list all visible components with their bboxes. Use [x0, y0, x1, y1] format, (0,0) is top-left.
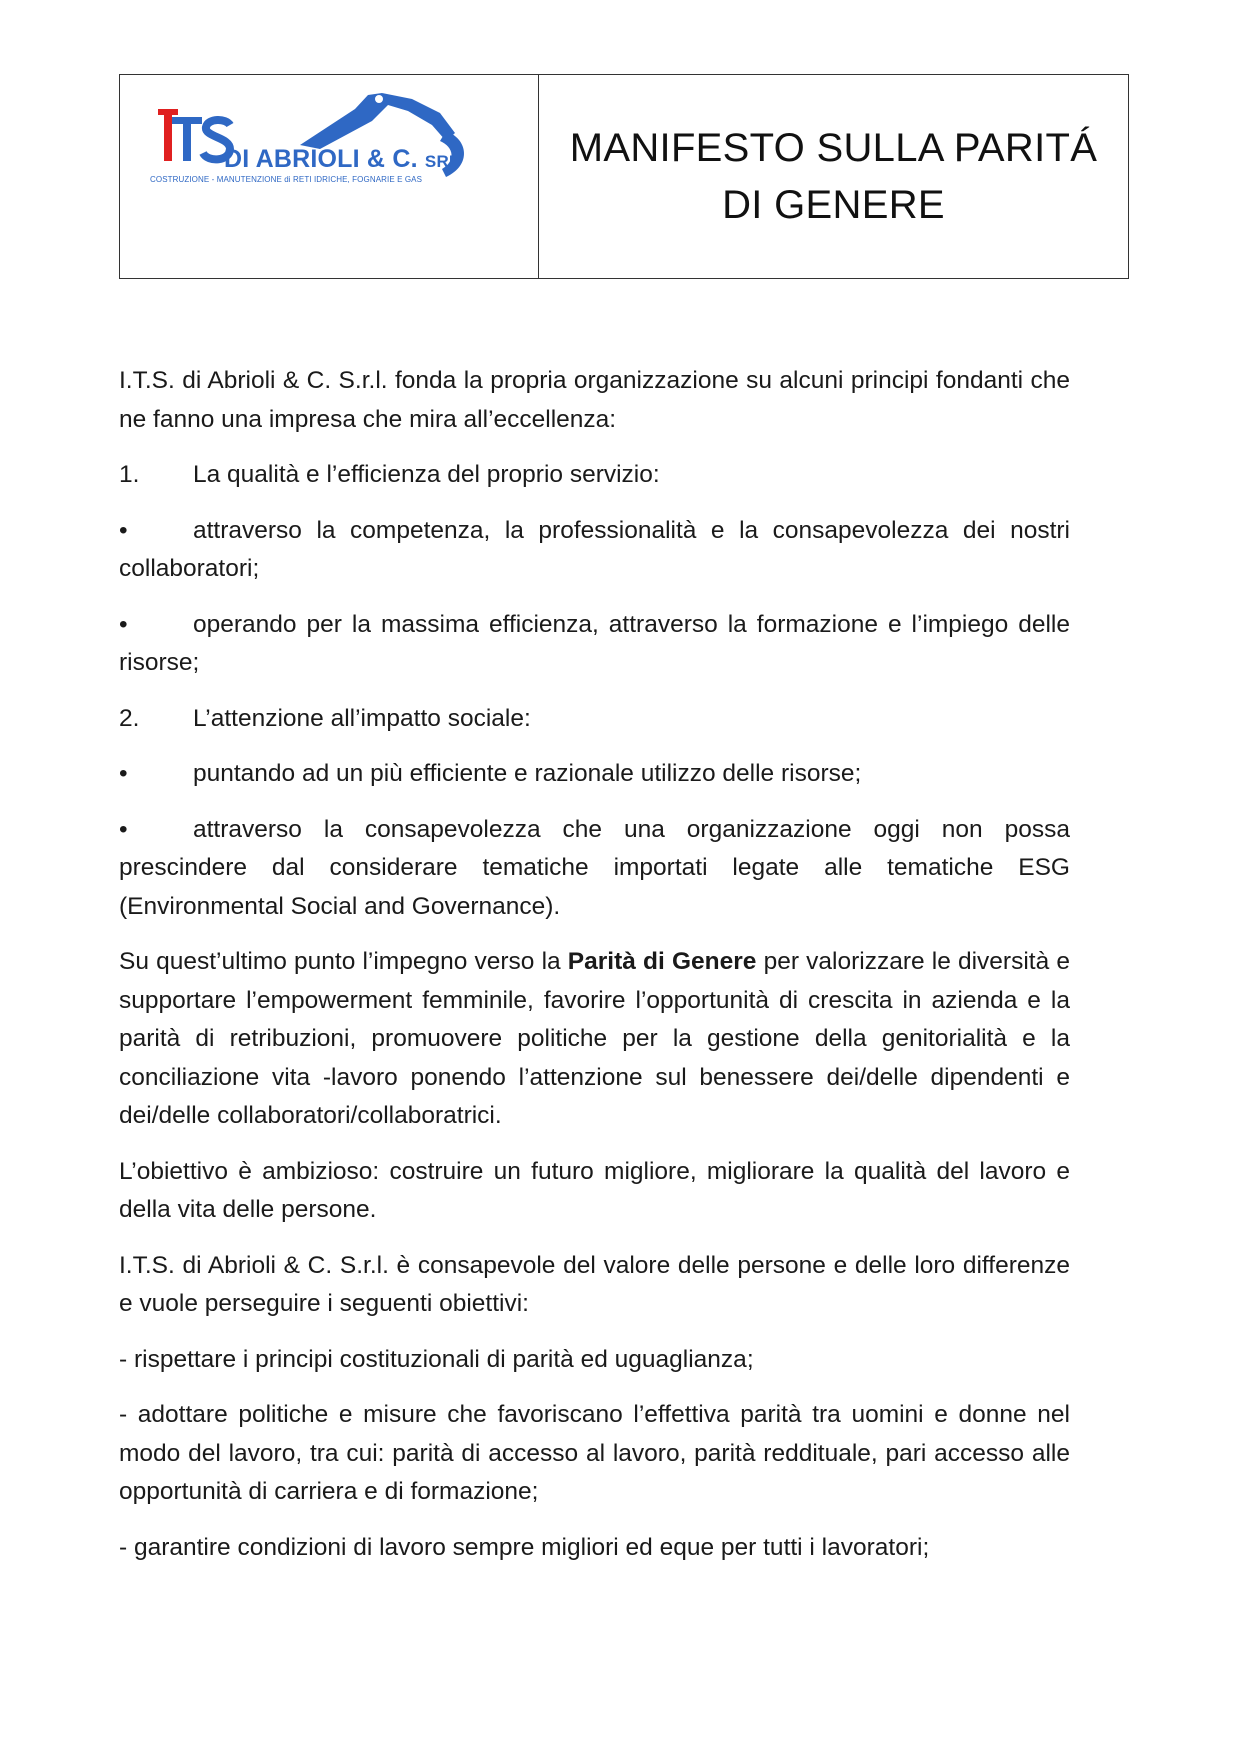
- bullet-item: • attraverso la consapevolezza che una organizzazione oggi non possa prescindere dal considerare tematiche importati legate alle tematiche ESG (Environmental Social and Governance).: [119, 811, 1070, 927]
- bullet-icon: •: [119, 610, 128, 638]
- objective-item: - adottare politiche e misure che favoriscano l’effettiva parità tra uomini e donne nel modo del lavoro, tra cui: parità di accesso al lavoro, parità reddituale, pari accesso alle opportunità di carriera e di formazione;: [119, 1401, 1070, 1505]
- bullet-icon: •: [119, 516, 128, 544]
- bullet-item: • puntando ad un più efficiente e razionale utilizzo delle risorse;: [119, 755, 1070, 794]
- objective-item: - rispettare i principi costituzionali di parità ed uguaglianza;: [119, 1345, 754, 1373]
- logo-company-name: DI ABRIOLI & C. SRL: [224, 145, 460, 173]
- intro-paragraph: I.T.S. di Abrioli & C. S.r.l. fonda la propria organizzazione su alcuni principi fondanti che ne fanno una impresa che mira all’eccellenza:: [119, 367, 1070, 433]
- document-header: [119, 74, 1129, 279]
- bullet-icon: •: [119, 760, 128, 787]
- gender-parity-emphasis: Parità di Genere: [567, 948, 757, 975]
- bullet-item: • attraverso la competenza, la professionalità e la consapevolezza dei nostri collaboratori;: [119, 512, 1070, 589]
- section-2-heading: 2. L’attenzione all’impatto sociale:: [119, 700, 1070, 739]
- awareness-paragraph: I.T.S. di Abrioli & C. S.r.l. è consapevole del valore delle persone e delle loro differenze e vuole perseguire i seguenti obiettivi:: [119, 1251, 1070, 1317]
- list-number: 2.: [119, 704, 140, 732]
- goal-paragraph: L’obiettivo è ambizioso: costruire un futuro migliore, migliorare la qualità del lavoro e della vita delle persone.: [119, 1157, 1070, 1223]
- title-cell: [539, 75, 1128, 278]
- commitment-paragraph: Su quest’ultimo punto l’impegno verso la Parità di Genere per valorizzare le diversità e supportare l’empowerment femminile, favorire l’opportunità di crescita in azienda e la parità di retribuzioni, promuovere politiche per la gestione della genitorialità e la conciliazione vita -lavoro ponendo l’attenzione sul benessere dei/delle dipendenti e dei/delle collaboratori/collaboratrici.: [119, 948, 1070, 1129]
- bullet-icon: •: [119, 815, 128, 843]
- objective-item: - garantire condizioni di lavoro sempre migliori ed eque per tutti i lavoratori;: [119, 1533, 930, 1561]
- document-body: [119, 362, 1070, 1584]
- logo-cell: [120, 75, 539, 278]
- document-title: MANIFESTO SULLA PARITÁ DI GENERE: [569, 125, 1098, 227]
- list-number: 1.: [119, 461, 140, 488]
- logo-tagline: COSTRUZIONE - MANUTENZIONE di RETI IDRICHE, FOGNARIE E GAS: [150, 175, 423, 184]
- bullet-item: • operando per la massima efficienza, attraverso la formazione e l’impiego delle risorse;: [119, 606, 1070, 683]
- section-1-heading: 1. La qualità e l’efficienza del proprio servizio:: [119, 456, 1070, 495]
